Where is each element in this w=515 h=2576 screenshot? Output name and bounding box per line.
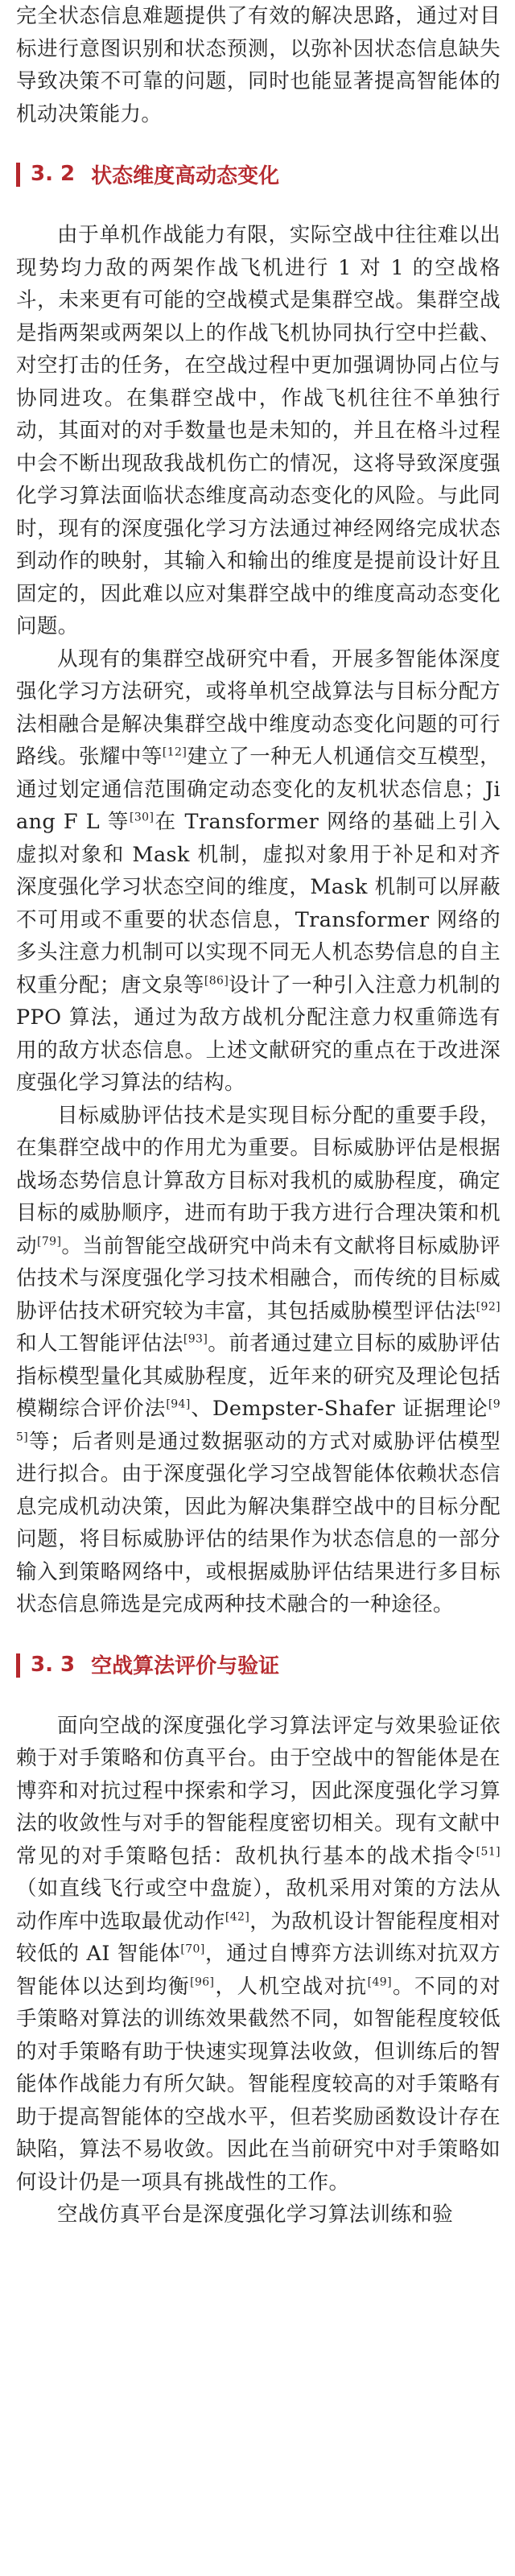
text-run: 。不同的对手策略对算法的训练效果截然不同，如智能程度较低的对手策略有助于快速实现算法收敛，但训练后的智能体作战能力有所欠缺。智能程度较高的对手策略有助于提高智能体的空战水平，但若奖励函数设计存在缺陷，算法不易收敛。因此在当前研究中对手策略如何设计仍是一项具有挑战性的工作。 [16, 1974, 501, 2194]
citation: [95] [16, 1397, 501, 1443]
citation: [79] [36, 1235, 62, 1248]
citation: [12] [162, 745, 187, 759]
citation: [70] [180, 1942, 205, 1956]
text-run: 建立了一种无人机通信交互模型，通过划定通信范围确定动态变化的友机状态信息；Jiang F L 等 [16, 745, 501, 834]
citation: [51] [476, 1845, 501, 1858]
text-run: 面向空战的深度强化学习算法评定与效果验证依赖于对手策略和仿真平台。由于空战中的智能体是在博弈和对抗过程中探索和学习，因此深度强化学习算法的收敛性与对手的智能程度密切相关。现有文献中常见的对手策略包括：敌机执行基本的战术指令 [16, 1713, 501, 1868]
section-3-3-paragraph-2-partial: 空战仿真平台是深度强化学习算法训练和验 [57, 2202, 454, 2227]
section-3-3-paragraph-1 [16, 1710, 501, 2199]
spacer [16, 1684, 501, 1710]
text-run: ，通过自博弈方法训练对抗双方智能体以达到均衡 [16, 1942, 501, 1999]
citation: [93] [183, 1332, 208, 1346]
section-3-2-paragraph-1: 由于单机作战能力有限，实际空战中往往难以出现势均力敌的两架作战飞机进行 1 对 1 的空战格斗，未来更有可能的空战模式是集群空战。集群空战是指两架或两架以上的作战飞机协同执行空中拦截、对空打击的任务，在空战过程中更加强调协同占位与协同进攻。在集群空战中，作战飞机往往不单独行动，其面对的对手数量也是未知的，并且在格斗过程中会不断出现敌我战机伤亡的情况，这将导致深度强化学习算法面临状态维度高动态变化的风险。与此同时，现有的深度强化学习方法通过神经网络完成状态到动作的映射，其输入和输出的维度是提前设计好且固定的，因此难以应对集群空战中的维度高动态变化问题。 [16, 223, 501, 638]
section-3-2-paragraph-3 [16, 1100, 501, 1621]
section-3-2-paragraph-2 [16, 643, 501, 1100]
text-run: 在 Transformer 网络的基础上引入虚拟对象和 Mask 机制，虚拟对象用于补足和对齐深度强化学习状态空间的维度，Mask 机制可以屏蔽不可用或不重要的状态信息，Transformer 网络的多头注意力机制可以实现不同无人机态势信息的自主权重分配；唐文泉等 [16, 810, 501, 997]
section-title: 空战算法评价与验证 [91, 1654, 280, 1678]
citation: [42] [225, 1910, 250, 1923]
section-3-3-heading [16, 1645, 501, 1684]
heading-accent-bar [16, 163, 20, 187]
heading-accent-bar [16, 1653, 20, 1678]
text-run: 、Dempster-Shafer 证据理论 [190, 1397, 488, 1421]
intro-paragraph: 完全状态信息难题提供了有效的解决思路，通过对目标进行意图识别和状态预测，以弥补因状态信息缺失导致决策不可靠的问题，同时也能显著提高智能体的机动决策能力。 [16, 4, 501, 126]
citation: [30] [130, 811, 154, 824]
text-run: 等；后者则是通过数据驱动的方式对威胁评估模型进行拟合。由于深度强化学习空战智能体依赖状态信息完成机动决策，因此为解决集群空战中的目标分配问题，将目标威胁评估的结果作为状态信息的一部分输入到策略网络中，或根据威胁评估结果进行多目标状态信息筛选是完成两种技术融合的一种途径。 [16, 1429, 501, 1616]
text-run: 从现有的集群空战研究中看，开展多智能体深度强化学习方法研究，或将单机空战算法与目标分配方法相融合是解决集群空战中维度动态变化问题的可行路线。张耀中等 [16, 646, 501, 769]
spacer [16, 193, 501, 219]
section-number: 3. 2 [31, 162, 76, 186]
text-run: 。当前智能空战研究中尚未有文献将目标威胁评估技术与深度强化学习技术相融合，而传统的目标威胁评估技术研究较为丰富，其包括威胁模型评估法 [16, 1233, 501, 1323]
text-run: 和人工智能评估法 [16, 1331, 183, 1356]
section-title: 状态维度高动态变化 [91, 163, 280, 188]
citation: [86] [204, 974, 229, 987]
text-run: ，人机空战对抗 [214, 1974, 368, 1999]
text-run: （如直线飞行或空中盘旋），敌机采用对策的方法从动作库中选取最优动作 [16, 1876, 501, 1934]
text-run: 。前者通过建立目标的威胁评估指标模型量化其威胁程度，近年来的研究及理论包括模糊综合评价法 [16, 1331, 501, 1421]
section-number: 3. 3 [31, 1652, 76, 1677]
section-3-2-heading [16, 155, 501, 193]
citation: [96] [190, 1975, 215, 1988]
text-run: ，为敌机设计智能程度相对较低的 AI 智能体 [16, 1909, 501, 1966]
text-run: 设计了一种引入注意力机制的 PPO 算法，通过为敌方战机分配注意力权重筛选有用的敌方状态信息。上述文献研究的重点在于改进深度强化学习算法的结构。 [16, 972, 501, 1095]
spacer [16, 130, 501, 155]
text-run: 目标威胁评估技术是实现目标分配的重要手段，在集群空战中的作用尤为重要。目标威胁评估是根据战场态势信息计算敌方目标对我机的威胁程度，确定目标的威胁顺序，进而有助于我方进行合理决策和机动 [16, 1103, 501, 1258]
spacer [16, 1621, 501, 1645]
citation: [94] [166, 1397, 191, 1411]
citation: [92] [476, 1300, 501, 1313]
citation: [49] [367, 1975, 392, 1988]
